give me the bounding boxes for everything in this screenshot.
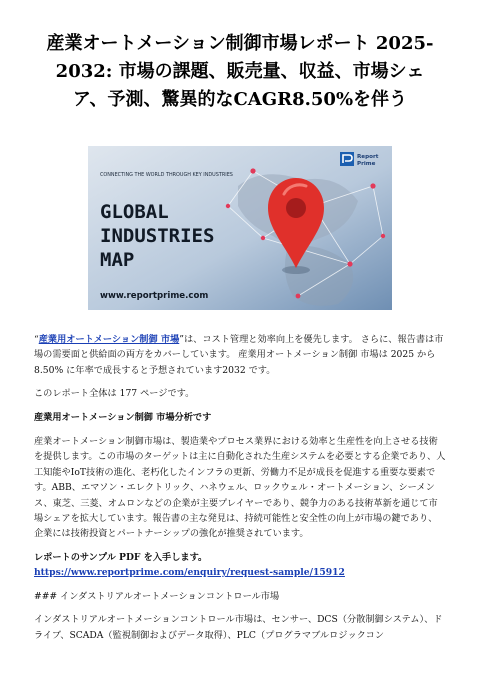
intro-paragraph — [34, 332, 446, 378]
sub-heading: ### インダストリアルオートメーションコントロール市場 — [34, 590, 280, 602]
banner-url: www.reportprime.com — [100, 291, 209, 301]
report-title: 産業オートメーション制御市場レポート 2025-2032: 市場の課題、販売量、収益、市場シェア、予測、驚異的なCAGR8.50%を伴う — [46, 33, 434, 110]
sample-label: レポートのサンプル PDF を入手します。 — [34, 551, 208, 563]
sample-link[interactable]: https://www.reportprime.com/enquiry/request-sample/15912 — [34, 567, 345, 579]
market-link[interactable]: 産業用オートメーション制御 市場 — [38, 334, 180, 345]
analysis-heading: 産業用オートメーション制御 市場分析です — [34, 411, 212, 423]
last-paragraph: インダストリアルオートメーションコントロール市場は、センサー、DCS（分散制御システム）、ドライブ、SCADA（監視制御およびデータ取得）、PLC（プログラマブルロジックコン — [34, 614, 443, 641]
intro-text: ”は、コスト管理と効率向上を優先します。 さらに、報告書は市場の需要面と供給面の両方をカバーしています。 産業用オートメーション制御 市場は 2025 から 8.50% に年率で成長すると予想されています2032 です。 — [34, 334, 444, 376]
analysis-paragraph: 産業オートメーション制御市場は、製造業やプロセス業界における効率と生産性を向上させる技術を提供します。この市場のターゲットは主に自動化された生産システムを必要とする企業であり、人工知能やIoT技術の進化、老朽化したインフラの更新、労働力不足が成長を促進する重要な要素です。ABB、エマソン・エレクトリック、ハネウェル、ロックウェル・オートメーション、シーメンス、東芝、三菱、オムロンなどの企業が主要プレイヤーであり、競争力のある技術革新を通じて市場シェアを拡大しています。報告書の主な発見は、持続可能性と安全性の向上が市場の鍵であり、企業には技術投資とパートナーシップの強化が推奨されています。 — [34, 436, 446, 540]
intro-quote-open: “ — [34, 334, 39, 345]
report-prime-logo — [340, 152, 354, 166]
banner-heading-line3: MAP — [100, 249, 135, 271]
banner-tagline: CONNECTING THE WORLD THROUGH KEY INDUSTRIES — [100, 172, 233, 178]
banner-heading-line2: INDUSTRIES — [100, 225, 215, 247]
banner-graphic — [88, 146, 392, 310]
logo-text-line2: Prime — [357, 161, 376, 167]
document-body — [34, 332, 446, 651]
sample-paragraph — [34, 550, 446, 581]
banner-heading-line1: GLOBAL — [100, 201, 169, 223]
logo-text-line1: Report — [357, 154, 379, 160]
banner-image — [88, 146, 392, 310]
pages-note: このレポート全体は 177 ページです。 — [34, 388, 195, 400]
